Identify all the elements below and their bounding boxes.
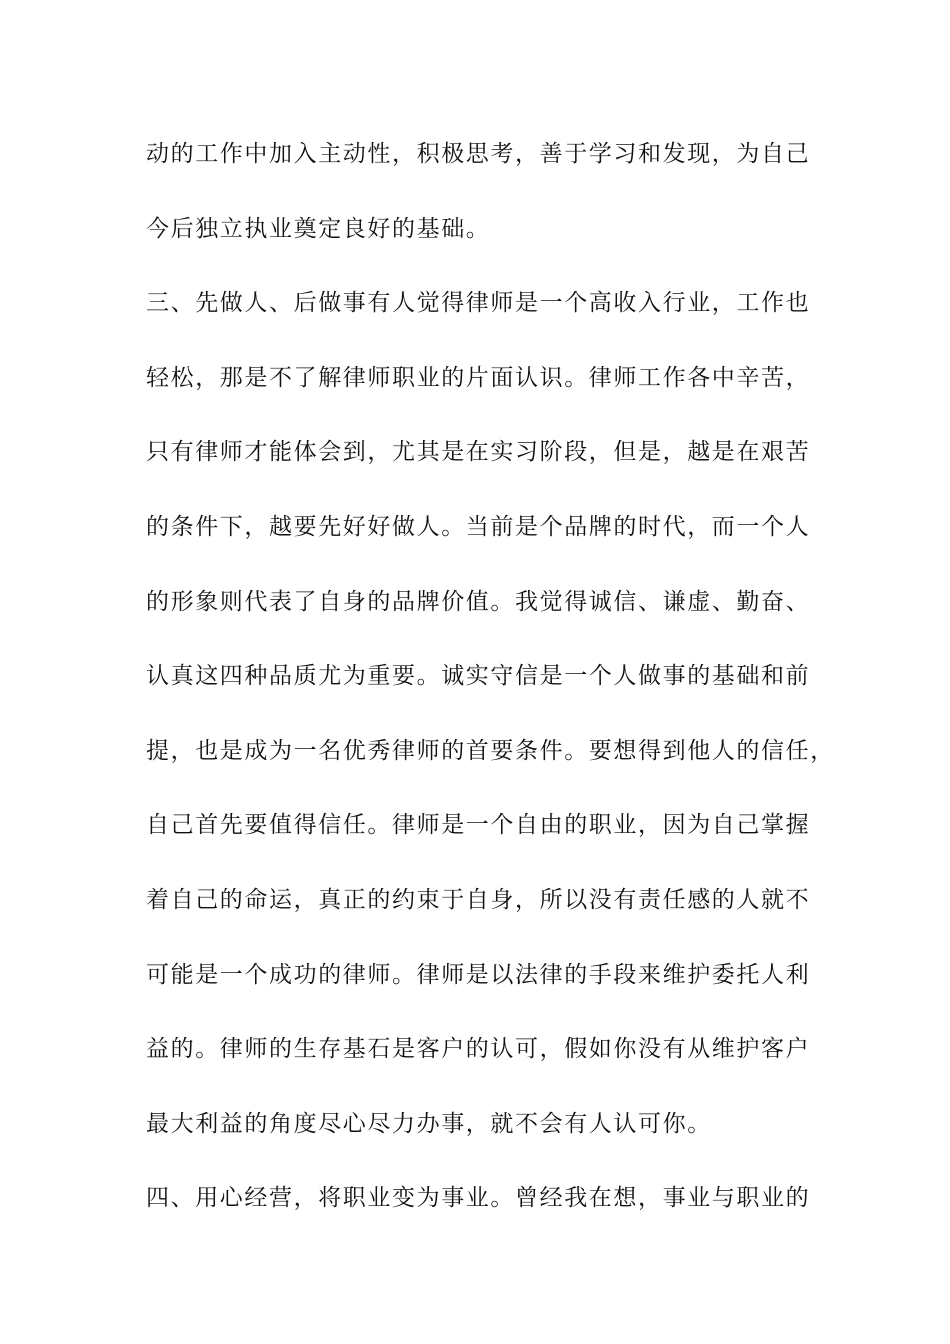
text-line: 可能是一个成功的律师。律师是以法律的手段来维护委托人利 <box>146 961 811 988</box>
body-text <box>146 126 835 1245</box>
text-line: 三、先做人、后做事有人觉得律师是一个高收入行业，工作也 <box>146 290 811 317</box>
text-line: 提，也是成为一名优秀律师的首要条件。要想得到他人的信任， <box>146 737 835 764</box>
text-line: 四、用心经营，将职业变为事业。曾经我在想，事业与职业的 <box>146 1185 811 1212</box>
text-line: 今后独立执业奠定良好的基础。 <box>146 215 491 242</box>
text-line: 的条件下，越要先好好做人。当前是个品牌的时代，而一个人 <box>146 513 811 540</box>
text-line: 自己首先要值得信任。律师是一个自由的职业，因为自己掌握 <box>146 812 811 839</box>
text-line: 只有律师才能体会到，尤其是在实习阶段，但是，越是在艰苦 <box>146 439 811 466</box>
text-line: 动的工作中加入主动性，积极思考，善于学习和发现，为自己 <box>146 141 811 167</box>
text-line: 认真这四种品质尤为重要。诚实守信是一个人做事的基础和前 <box>146 663 811 690</box>
text-line: 着自己的命运，真正的约束于自身，所以没有责任感的人就不 <box>146 886 811 913</box>
text-line: 的形象则代表了自身的品牌价值。我觉得诚信、谦虚、勤奋、 <box>146 588 811 615</box>
text-line: 益的。律师的生存基石是客户的认可，假如你没有从维护客户 <box>146 1036 811 1063</box>
text-line: 最大利益的角度尽心尽力办事，就不会有人认可你。 <box>146 1110 712 1137</box>
text-line: 轻松，那是不了解律师职业的片面认识。律师工作各中辛苦， <box>146 364 811 391</box>
